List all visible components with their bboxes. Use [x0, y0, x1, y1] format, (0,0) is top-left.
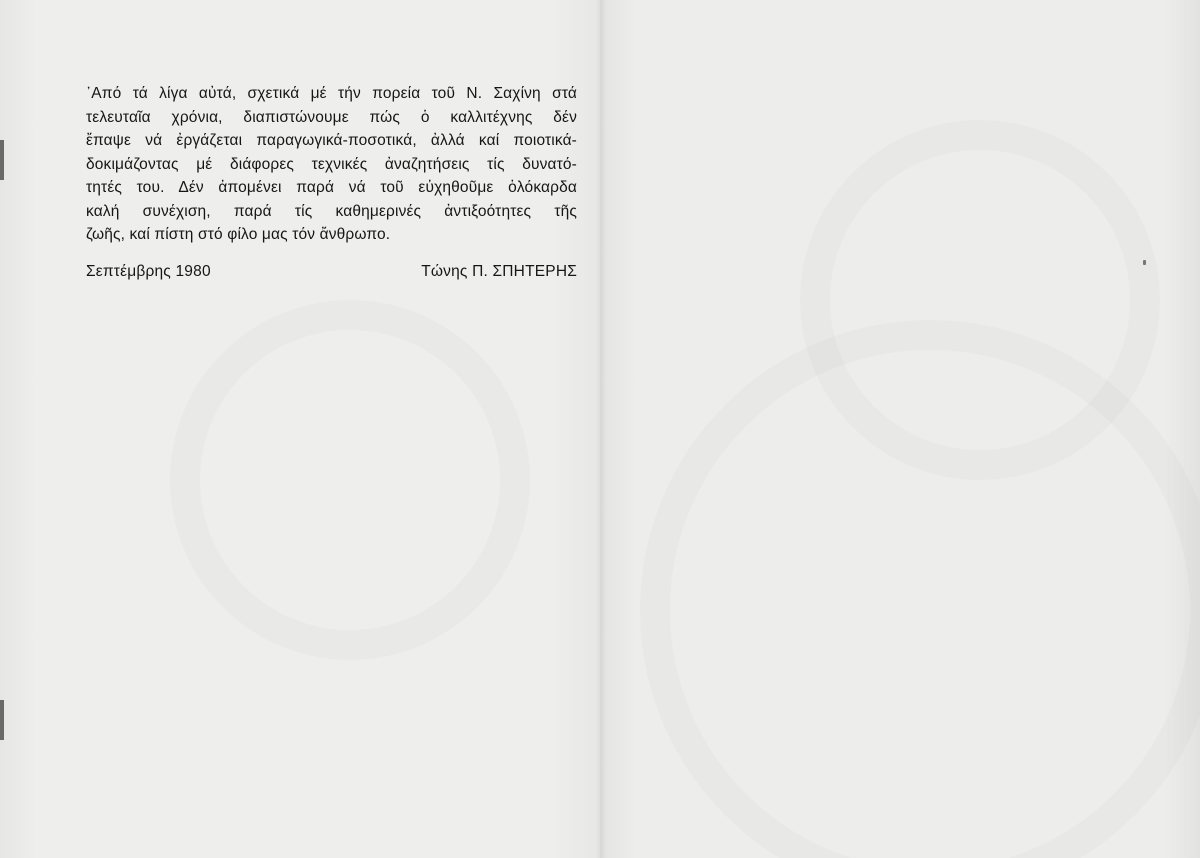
page-gutter — [596, 0, 606, 858]
paper-speck — [1143, 260, 1146, 265]
faint-print-through-shape — [800, 120, 1160, 480]
text-line: ἔπαψε νά ἐργάζεται παραγωγικά-ποσοτικά, ἀλλά καί ποιοτικά- — [86, 132, 577, 149]
date-line: Σεπτέμβρης 1980 — [86, 263, 211, 280]
text-line: τελευταῖα χρόνια, διαπιστώνουμε πώς ὁ καλλιτέχνης δέν — [86, 108, 577, 126]
staple-mark — [0, 140, 4, 180]
text-line: ζωῆς, καί πίστη στό φίλο μας τόν ἄνθρωπο. — [86, 226, 391, 243]
text-line: καλή συνέχιση, παρά τίς καθημερινές ἀντιξοότητες τῆς — [86, 202, 577, 220]
text-line: τητές του. Δέν ἀπομένει παρά νά τοῦ εὐχηθοῦμε ὁλόκαρδα — [86, 179, 577, 196]
faint-print-through-shape — [170, 300, 530, 660]
right-page — [600, 0, 1200, 858]
text-line: ᾿Από τά λίγα αὐτά, σχετικά μέ τήν πορεία τοῦ Ν. Σαχίνη στά — [86, 85, 577, 102]
author-signature: Τώνης Π. ΣΠΗΤΕΡΗΣ — [421, 263, 577, 280]
text-line: δοκιμάζοντας μέ διάφορες τεχνικές ἀναζητήσεις τίς δυνατό- — [86, 155, 577, 173]
body-paragraph — [86, 82, 577, 247]
staple-mark — [0, 700, 4, 740]
